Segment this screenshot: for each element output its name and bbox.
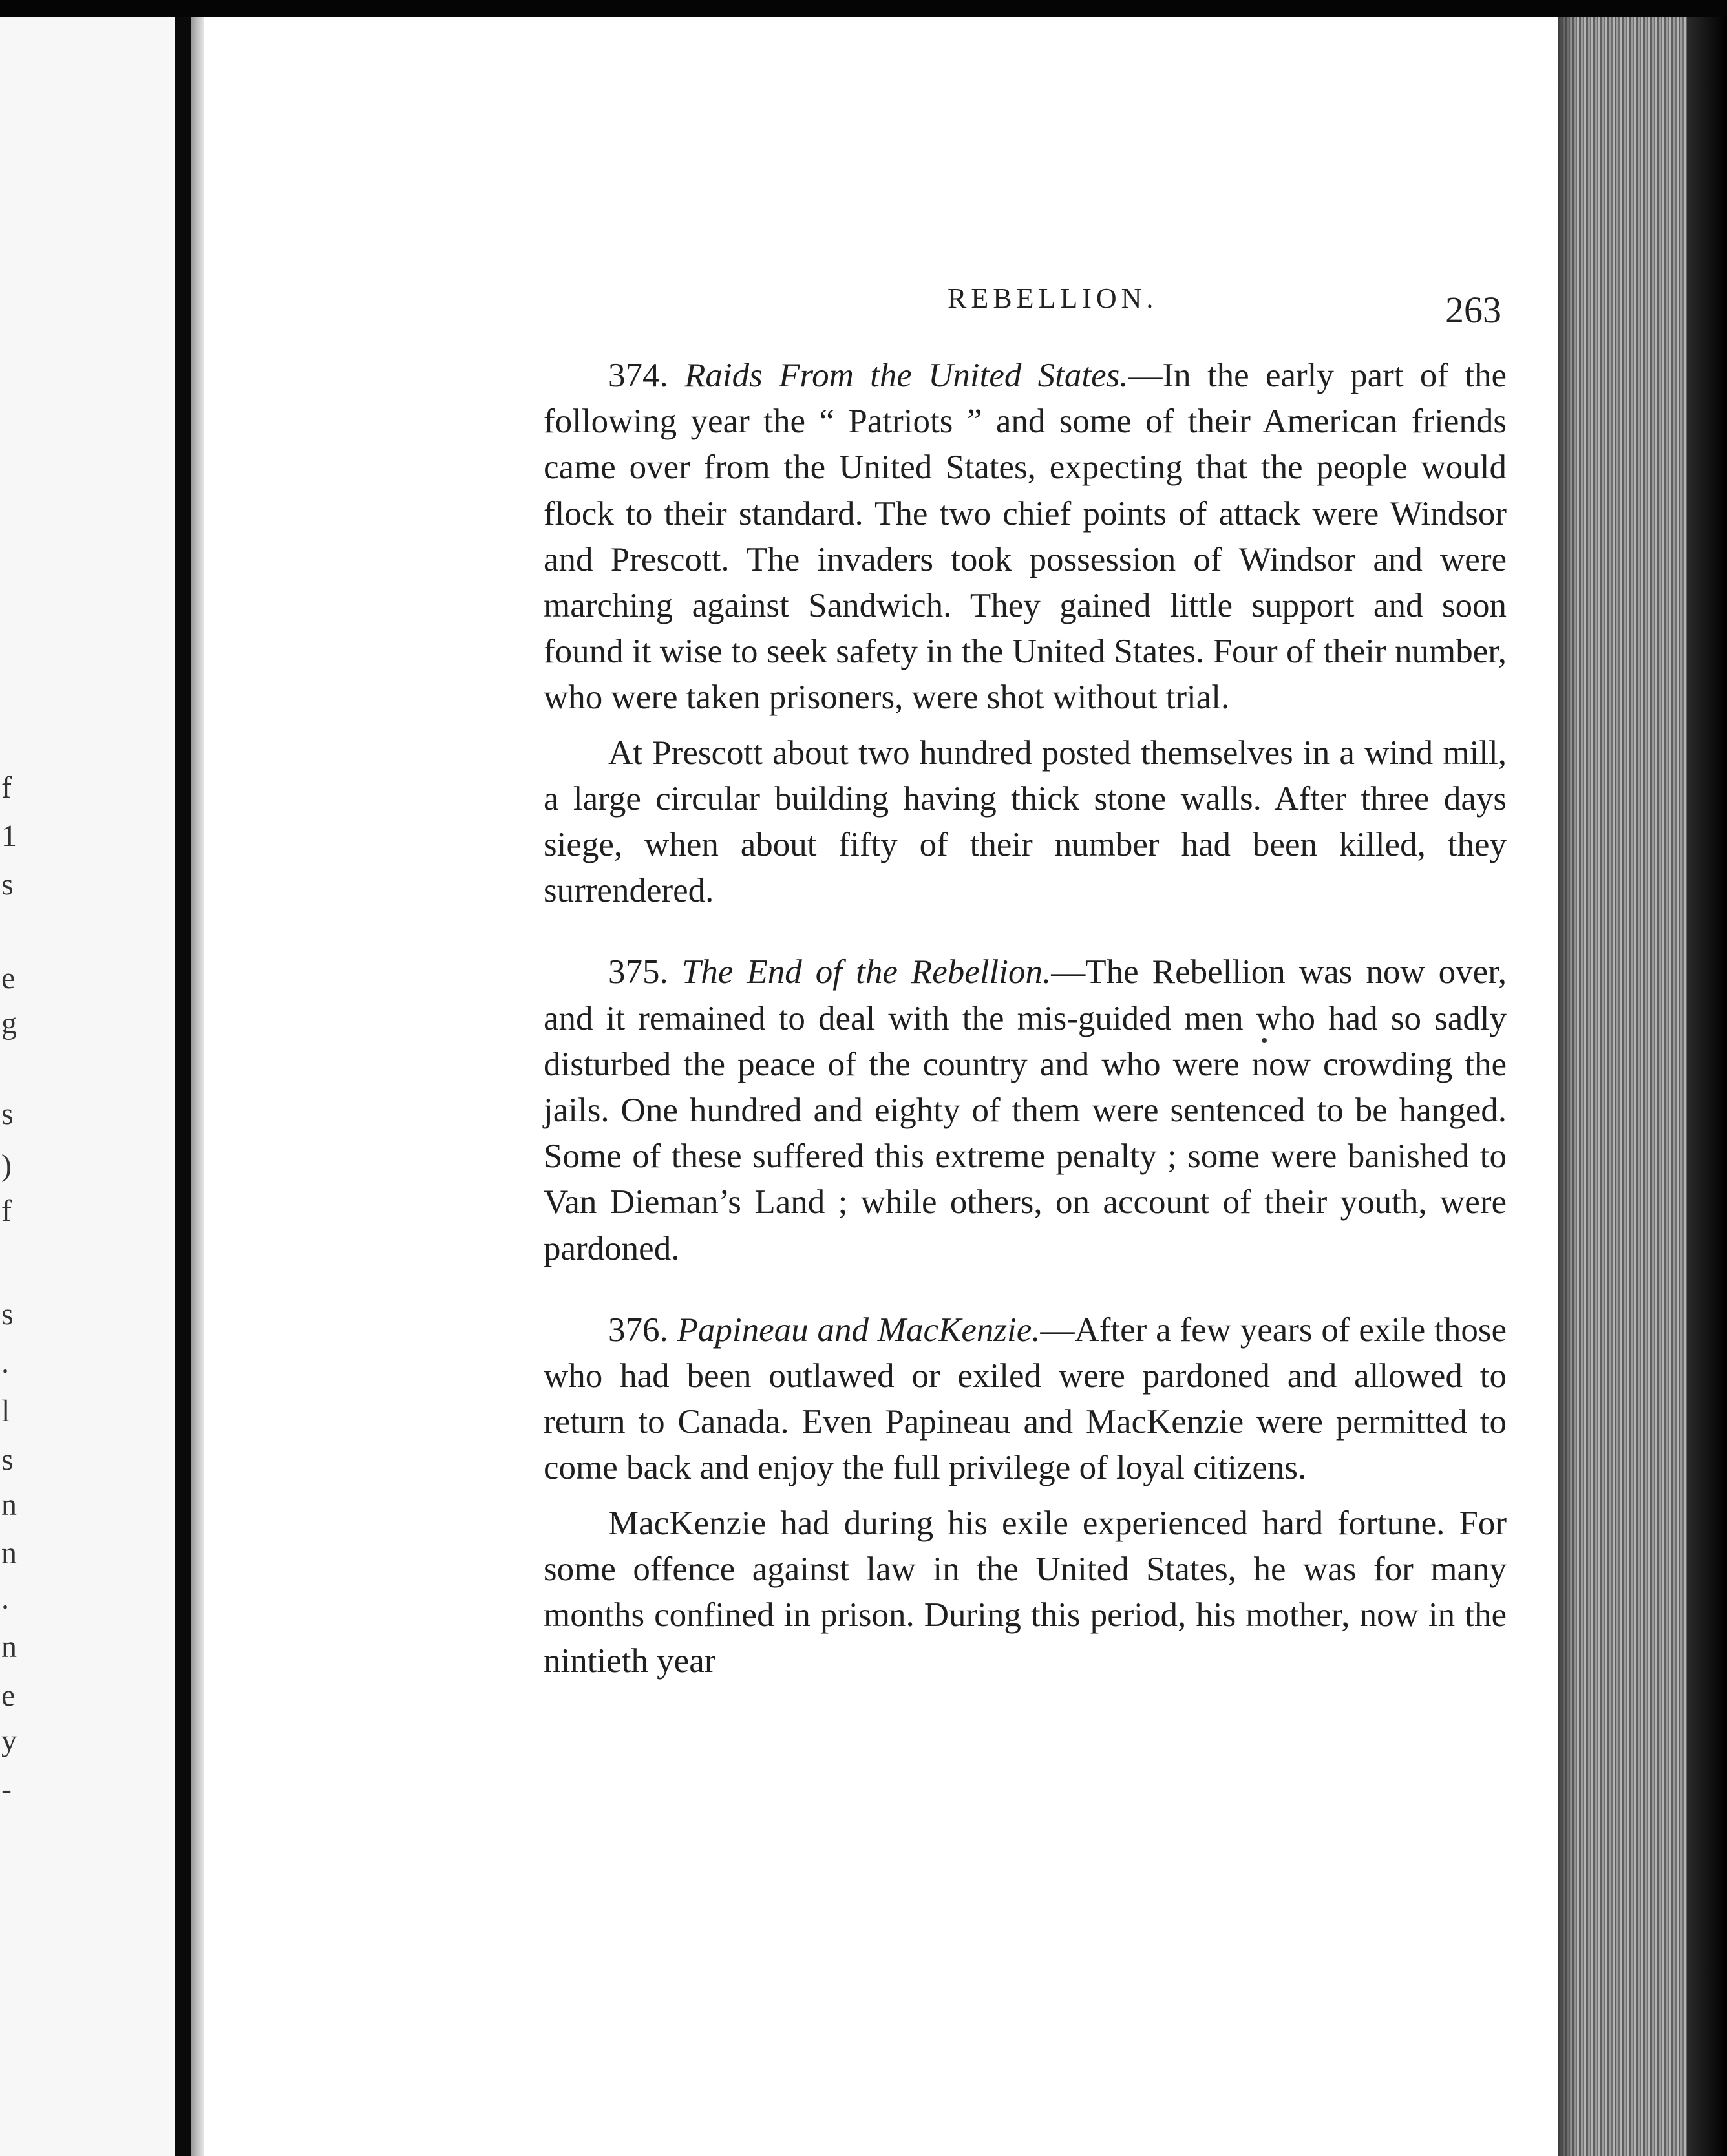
- section-title: The End of the Rebellion.: [681, 953, 1052, 991]
- edge-glyph: s: [1, 1297, 14, 1331]
- facing-page: [0, 17, 175, 2156]
- section-375-paragraph-1: [544, 949, 1507, 1271]
- facing-page-text-fragments: [0, 0, 19, 2156]
- page-number: 263: [1445, 289, 1501, 331]
- section-374-paragraph-1: [544, 353, 1507, 721]
- section-number: 374.: [608, 357, 668, 394]
- section-title: Papineau and MacKenzie.: [677, 1311, 1041, 1349]
- edge-glyph: n: [1, 1630, 17, 1664]
- edge-glyph: y: [1, 1724, 17, 1758]
- book-page: [204, 17, 1558, 2156]
- edge-glyph: s: [1, 1097, 14, 1131]
- edge-glyph: ): [1, 1148, 12, 1183]
- section-title: Raids From the United States.: [684, 357, 1128, 394]
- edge-glyph: n: [1, 1536, 17, 1570]
- edge-glyph: s: [1, 1443, 14, 1477]
- section-376-paragraph-2: MacKenzie had during his exile experienced hard fortune. For some offence against law in the United States, he was for many months confined in prison. During this period, his mother, now in the nintieth year: [544, 1504, 1507, 1680]
- edge-glyph: 1: [1, 819, 17, 853]
- edge-glyph: f: [1, 1194, 12, 1228]
- section-376-paragraph-1: [544, 1307, 1507, 1492]
- paragraph-text: —After a few years of exile those who had been outlawed or exiled were pardoned and allowed to return to Canada. Even Papineau and MacKenzie were permitted to come back and enjoy the full privilege of loyal citizens.: [544, 1311, 1507, 1487]
- section-number: 375.: [608, 953, 668, 991]
- book-gutter: [175, 17, 191, 2156]
- page-body: [544, 353, 1507, 1684]
- edge-glyph: e: [1, 1678, 16, 1713]
- edge-glyph: -: [1, 1772, 12, 1806]
- running-head: REBELLION.: [948, 282, 1158, 314]
- edge-glyph: s: [1, 867, 14, 902]
- edge-glyph: n: [1, 1488, 17, 1522]
- section-374-paragraph-2: At Prescott about two hundred posted themselves in a wind mill, a large circular building having thick stone walls. After three days siege, when about fifty of their number had been killed, they surrendered.: [544, 734, 1507, 910]
- edge-glyph: l: [1, 1394, 10, 1428]
- page-edges-shadow: [1558, 17, 1577, 2156]
- paragraph-text: —The Rebellion was now over, and it remained to deal with the mis-guided men who had so sadly disturbed the peace of the country and who were now crowding the jails. One hundred and eighty of them were sentenced to be hanged. Some of these suffered this extreme penalty ; some were banished to Van Dieman’s Land ; while others, on account of their youth, were pardoned.: [544, 953, 1507, 1267]
- scan-top-border: [0, 0, 1727, 17]
- section-number: 376.: [608, 1311, 668, 1349]
- scan-right-border: [1687, 17, 1727, 2156]
- edge-glyph: .: [1, 1581, 9, 1616]
- edge-glyph: .: [1, 1346, 9, 1380]
- paragraph-text: —In the early part of the following year the “ Patriots ” and some of their American friends came over from the United States, expecting that the people would flock to their standard. The two chief points of attack were Windsor and Prescott. The invaders took possession of Windsor and were marching against Sandwich. They gained little support and soon found it wise to seek safety in the United States. Four of their number, who were taken prisoners, were shot without trial.: [544, 357, 1507, 717]
- edge-glyph: f: [1, 770, 12, 805]
- gutter-shadow: [191, 17, 204, 2156]
- edge-glyph: e: [1, 961, 16, 995]
- edge-glyph: g: [1, 1006, 17, 1041]
